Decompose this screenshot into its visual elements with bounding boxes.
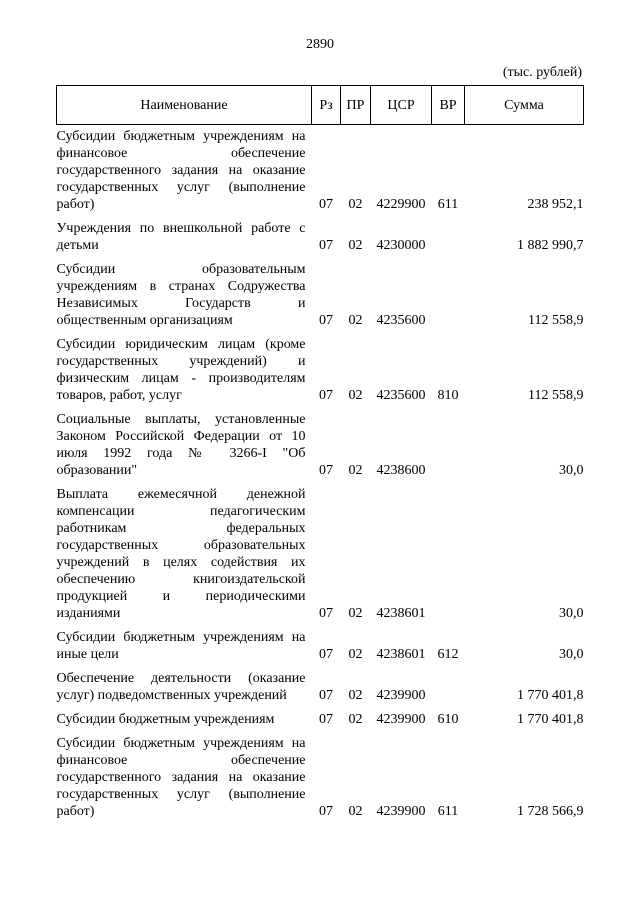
row-csr: 4238601	[376, 606, 426, 621]
table-row	[57, 622, 584, 663]
table-row	[57, 329, 584, 404]
row-name: Учреждения по внешкольной работе с детьми	[56, 221, 306, 253]
row-name: Социальные выплаты, установленные Законом Российской Федерации от 10 июля 1992 года № 3266-I "Об образовании"	[56, 412, 306, 478]
row-csr: 4239900	[376, 688, 426, 703]
table-row	[57, 728, 584, 820]
table-header-row	[57, 86, 584, 125]
row-pr: 02	[348, 463, 363, 478]
row-rz: 07	[319, 688, 333, 703]
row-vr	[432, 479, 465, 622]
row-rz: 07	[319, 647, 333, 662]
row-name: Субсидии бюджетным учреждениям на финансовое обеспечение государственного задания на оказание государственных услуг (выполнение работ)	[56, 129, 306, 212]
row-name: Субсидии образовательным учреждениям в странах Содружества Независимых Государств и общественным организациям	[56, 262, 306, 328]
row-vr: 610	[437, 712, 459, 727]
row-name: Субсидии бюджетным учреждениям на финансовое обеспечение государственного задания на оказание государственных услуг (выполнение работ)	[56, 736, 306, 819]
row-rz: 07	[319, 197, 333, 212]
row-name: Обеспечение деятельности (оказание услуг) подведомственных учреждений	[56, 671, 306, 703]
row-vr	[432, 404, 465, 479]
row-pr: 02	[348, 238, 363, 253]
table-row	[57, 254, 584, 329]
row-pr: 02	[348, 712, 363, 727]
row-rz: 07	[319, 606, 333, 621]
row-sum: 1 770 401,8	[517, 688, 584, 703]
table-row	[57, 213, 584, 254]
row-csr: 4238600	[376, 463, 426, 478]
table-row	[57, 125, 584, 214]
row-pr: 02	[348, 688, 363, 703]
row-name: Субсидии бюджетным учреждениям	[56, 712, 275, 727]
row-pr: 02	[348, 388, 363, 403]
budget-table	[56, 85, 584, 820]
row-name: Выплата ежемесячной денежной компенсации педагогическим работникам федеральных государственных образовательных учреждений в целях содействия их обеспечению книгоиздательской продукцией и периодическими изданиями	[56, 487, 306, 621]
row-csr: 4239900	[376, 712, 426, 727]
row-vr	[432, 663, 465, 704]
header-csr: ЦСР	[371, 86, 432, 125]
row-csr: 4229900	[376, 197, 426, 212]
row-sum: 112 558,9	[528, 388, 584, 403]
table-row	[57, 479, 584, 622]
row-csr: 4239900	[376, 804, 426, 819]
row-pr: 02	[348, 647, 363, 662]
row-sum: 1 728 566,9	[517, 804, 584, 819]
row-vr: 611	[437, 197, 459, 212]
row-sum: 238 952,1	[527, 197, 584, 212]
header-vr: ВР	[432, 86, 465, 125]
row-pr: 02	[348, 804, 363, 819]
row-rz: 07	[319, 463, 333, 478]
header-name: Наименование	[57, 86, 312, 125]
row-csr: 4235600	[376, 388, 426, 403]
row-pr: 02	[348, 197, 363, 212]
row-csr: 4235600	[376, 313, 426, 328]
row-name: Субсидии юридическим лицам (кроме государственных учреждений) и физическим лицам - производителям товаров, работ, услуг	[56, 337, 306, 403]
header-rz: Рз	[312, 86, 341, 125]
row-rz: 07	[319, 238, 333, 253]
row-rz: 07	[319, 388, 333, 403]
row-vr: 810	[437, 388, 459, 403]
row-vr: 611	[437, 804, 459, 819]
row-sum: 30,0	[559, 606, 584, 621]
table-row	[57, 404, 584, 479]
row-rz: 07	[319, 313, 333, 328]
row-sum: 30,0	[559, 463, 584, 478]
row-sum: 1 770 401,8	[517, 712, 584, 727]
header-sum: Сумма	[465, 86, 584, 125]
row-rz: 07	[319, 712, 333, 727]
row-name: Субсидии бюджетным учреждениям на иные цели	[56, 630, 306, 662]
row-sum: 112 558,9	[528, 313, 584, 328]
row-csr: 4230000	[376, 238, 426, 253]
row-vr	[432, 254, 465, 329]
row-rz: 07	[319, 804, 333, 819]
row-pr: 02	[348, 606, 363, 621]
row-vr	[432, 213, 465, 254]
header-pr: ПР	[341, 86, 371, 125]
row-csr: 4238601	[376, 647, 426, 662]
row-pr: 02	[348, 313, 363, 328]
row-sum: 1 882 990,7	[517, 238, 584, 253]
units-label: (тыс. рублей)	[502, 65, 582, 80]
table-row	[57, 704, 584, 728]
row-vr: 612	[437, 647, 459, 662]
row-sum: 30,0	[559, 647, 584, 662]
table-row	[57, 663, 584, 704]
page-number: 2890	[306, 37, 334, 52]
